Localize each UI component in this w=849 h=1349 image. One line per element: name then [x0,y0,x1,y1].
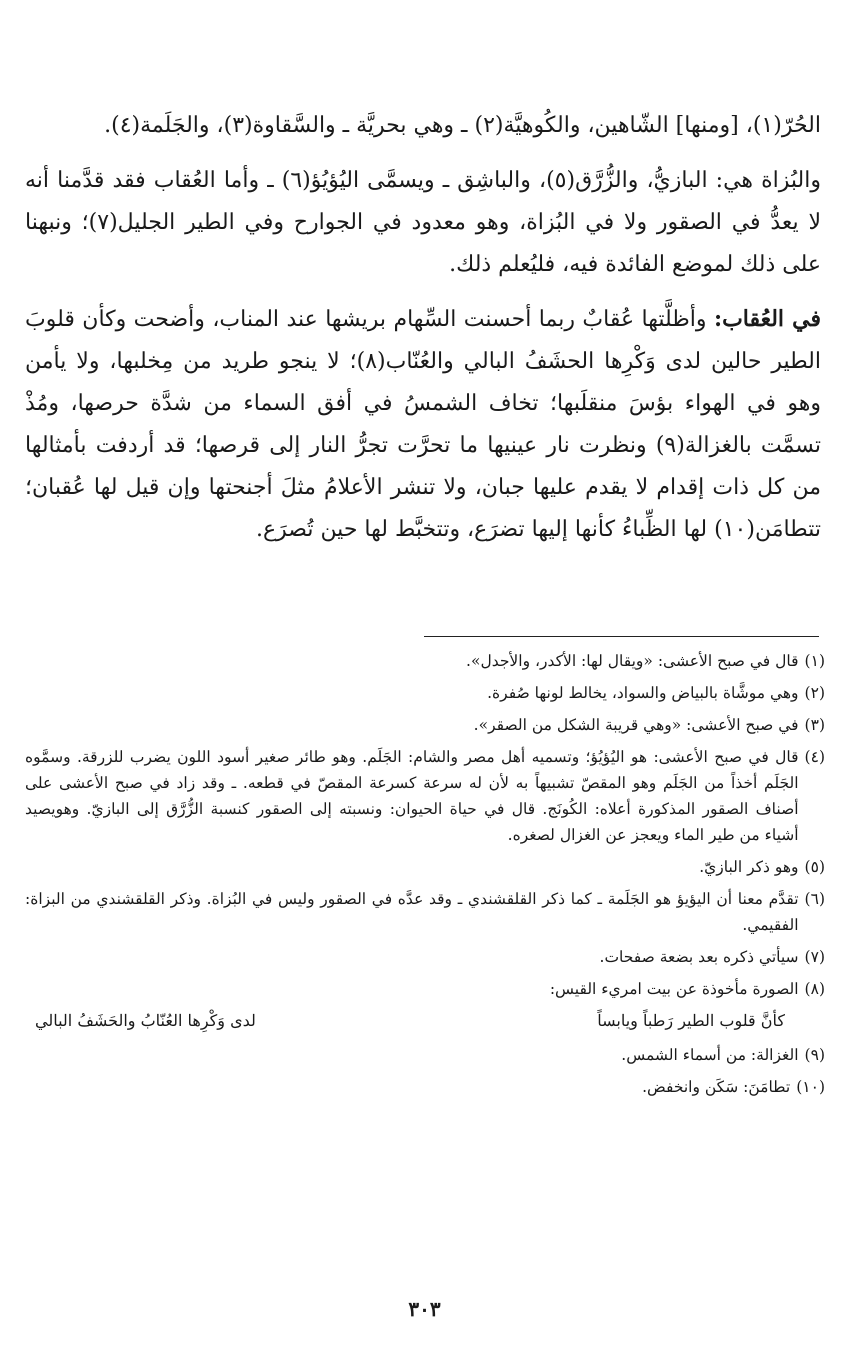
footnote-number: (١٠) [796,1078,825,1096]
verse-second-hemistich: لدى وَكْرِها العُنّابُ والحَشَفُ البالي [35,1011,256,1030]
footnote-number: (٤) [804,748,825,766]
footnotes [25,648,825,1106]
footnote-2 [25,680,825,706]
footnote-text: الصورة مأخوذة عن بيت امريء القيس: [549,980,799,998]
footnote-number: (٥) [804,858,825,876]
footnote-9 [25,1042,825,1068]
footnote-6 [25,886,825,938]
section-heading: في العُقاب: [713,306,821,332]
verse-first-hemistich: كأنَّ قلوب الطير رَطباً ويابساً [597,1011,785,1030]
footnote-number: (٣) [804,716,825,734]
footnote-5 [25,854,825,880]
footnote-3 [25,712,825,738]
footnote-4 [25,744,825,848]
footnote-number: (٧) [804,948,825,966]
footnote-8 [25,976,825,1002]
footnote-number: (٦) [804,890,825,908]
footnote-7 [25,944,825,970]
paragraph-3 [25,298,821,551]
footnote-text: سيأتي ذكره بعد بضعة صفحات. [599,948,799,966]
poetry-verse [35,1008,785,1034]
paragraph-1 [25,104,821,147]
footnote-number: (٩) [804,1046,825,1064]
paragraph-text: وأظلَّتها عُقابٌ ربما أحسنت السِّهام بريشها عند المناب، وأضحت وكأن قلوبَ الطير حالين لدى وَكْرِها الحشَفُ البالي والعُنّاب(٨)؛ لا ينجو طريد من مِخلبها، ولا يأمن وهو في الهواء بؤسَ منقلَبها؛ تخاف الشمسُ في أفق السماء من شدَّة حرصها، ومُذْ تسمَّت بالغزالة(٩) ونظرت نار عينيها ما تحرَّت تجرُّ النار إلى قرصها؛ قد أردفت بأمثالها من كل ذات إقدام لا يقدم عليها جبان، ولا تنشر الأعلامُ مثلَ أجنحتها وإن قيل لها عُقبان؛ تتطامَن(١٠) لها الظِّباءُ كأنها إليها تضرَع، وتتخبَّط لها حين تُصرَع. [25,307,821,542]
footnote-text: تطامَنَ: سَكَن وانخفض. [642,1078,791,1096]
footnote-text: في صبح الأعشى: «وهي قريبة الشكل من الصقر». [473,716,799,734]
footnote-number: (٢) [804,684,825,702]
footnote-text: الغزالة: من أسماء الشمس. [621,1046,799,1064]
footnote-text: وهو ذكر البازيّ. [699,858,799,876]
footnote-text: وهي موشَّاة بالبياض والسواد، يخالط لونها صُفرة. [487,684,799,702]
footnote-number: (١) [804,652,825,670]
paragraph-text: والبُزاة هي: البازيُّ، والزُّرَّق(٥)، والباشِق ـ ويسمَّى اليُؤيُؤ(٦) ـ وأما العُقاب فقد قدَّمنا أنه لا يعدُّ في الصقور ولا في البُزاة، وهو معدود في الجوارح وفي الطير الجليل(٧)؛ ونبهنا على ذلك لموضع الفائدة فيه، فليُعلم ذلك. [25,168,821,277]
footnote-text: قال في صبح الأعشى: هو اليُؤيُؤ؛ وتسميه أهل مصر والشام: الجَلَم. وهو طائر صغير أسود اللون يضرب للزرقة. وسمَّوه الجَلَم أخذاً من الجَلَم وهو المقصّ تشبيهاً به لأن له سرعة كسرعة المقصّ في قطعه. ـ وقد زاد في صبح الأعشى على أصناف الصقور المذكورة أعلاه: الكُونَج. قال في حياة الحيوان: ونسبته إلى الصقور كنسبة الزُّرَّق إلى البازيّ. وهويصيد أشياء من طير الماء ويعجز عن الغزال لصغره. [25,748,799,844]
paragraph-2 [25,159,821,286]
footnote-text: قال في صبح الأعشى: «ويقال لها: الأكدر، والأجدل». [466,652,799,670]
page-number: ٣٠٣ [408,1297,441,1321]
footnote-text: تقدَّم معنا أن اليؤيؤ هو الجَلَمة ـ كما ذكر القلقشندي ـ وقد عدَّه في الصقور وليس في البُزاة. وذكر القلقشندي من البزاة: الفقيمي. [25,890,799,934]
footnote-number: (٨) [804,980,825,998]
paragraph-text: الحُرّ(١)، [ومنها] الشّاهين، والكُوهيَّة(٢) ـ وهي بحريَّة ـ والسَّقاوة(٣)، والجَلَمة(٤). [104,113,821,138]
footnote-divider [424,636,819,637]
main-text [25,104,821,563]
footnote-10 [25,1074,825,1100]
footnote-1 [25,648,825,674]
